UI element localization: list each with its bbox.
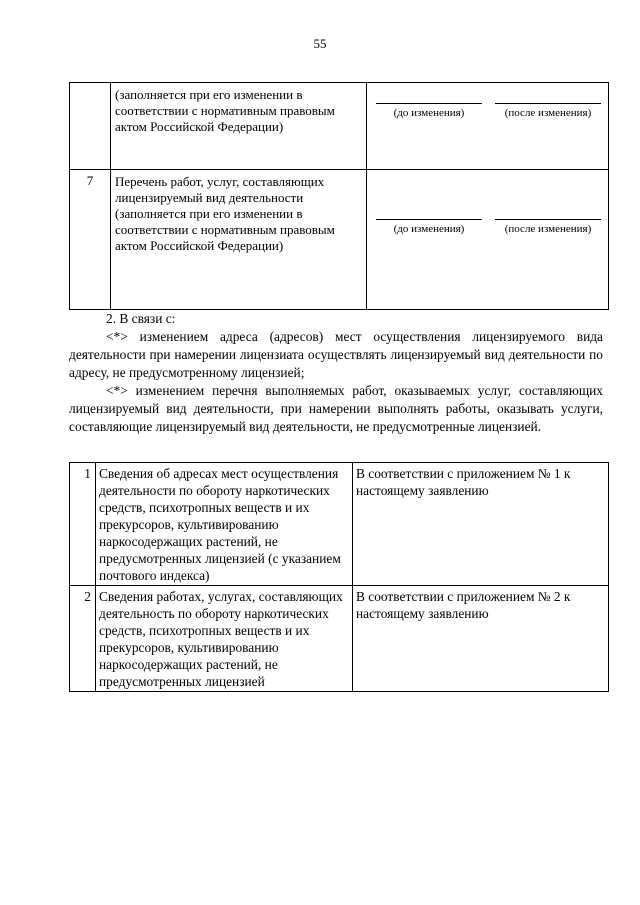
row-number: 1 <box>70 463 96 586</box>
table-row <box>70 586 609 692</box>
change-cell <box>367 170 609 310</box>
row-description <box>111 170 367 310</box>
row-value: В соответствии с приложением № 2 к настоящему заявлению <box>353 586 609 692</box>
table-row <box>70 83 609 170</box>
change-cell <box>367 83 609 170</box>
row-description: Сведения работах, услугах, составляющих деятельность по обороту наркотических средств, психотропных веществ и их прекурсоров, культивированию наркосодержащих растений, не предусмотренных лицензией <box>96 586 353 692</box>
before-change-field: (до изменения) <box>376 103 482 120</box>
row-number <box>70 83 111 170</box>
before-change-field: (до изменения) <box>376 219 482 236</box>
reason-address-change: <*> изменением адреса (адресов) мест осуществления лицензируемого вида деятельности при намерении лицензиата осуществлять лицензируемый вид деятельности по адресу, не предусмотренному лицензией; <box>69 329 603 380</box>
after-change-field: (после изменения) <box>495 219 601 236</box>
table-row <box>70 463 609 586</box>
row-description: Сведения об адресах мест осуществления деятельности по обороту наркотических средств, психотропных веществ и их прекурсоров, культивированию наркосодержащих растений, не предусмотренных лицензией (с указанием почтового индекса) <box>96 463 353 586</box>
row-description-main: Перечень работ, услуг, составляющих лицензируемый вид деятельности <box>115 174 325 205</box>
row-number: 7 <box>70 170 111 310</box>
license-changes-table <box>69 82 609 310</box>
section-intro: 2. В связи с: <box>106 311 176 326</box>
row-number: 2 <box>70 586 96 692</box>
attachments-table <box>69 462 609 692</box>
page-number: 55 <box>313 36 327 51</box>
row-value: В соответствии с приложением № 1 к настоящему заявлению <box>353 463 609 586</box>
table-row <box>70 170 609 310</box>
after-change-field: (после изменения) <box>495 103 601 120</box>
reason-works-change: <*> изменением перечня выполняемых работ, оказываемых услуг, составляющих лицензируемый вид деятельности, при намерении выполнять работы, оказывать услуги, составляющие лицензируемый вид деятельности, не предусмотренные лицензией. <box>69 383 603 434</box>
row-description: (заполняется при его изменении в соответствии с нормативным правовым актом Российской Федерации) <box>111 83 367 170</box>
row-description-note: (заполняется при его изменении в соответствии с нормативным правовым актом Российской Федерации) <box>115 206 335 253</box>
